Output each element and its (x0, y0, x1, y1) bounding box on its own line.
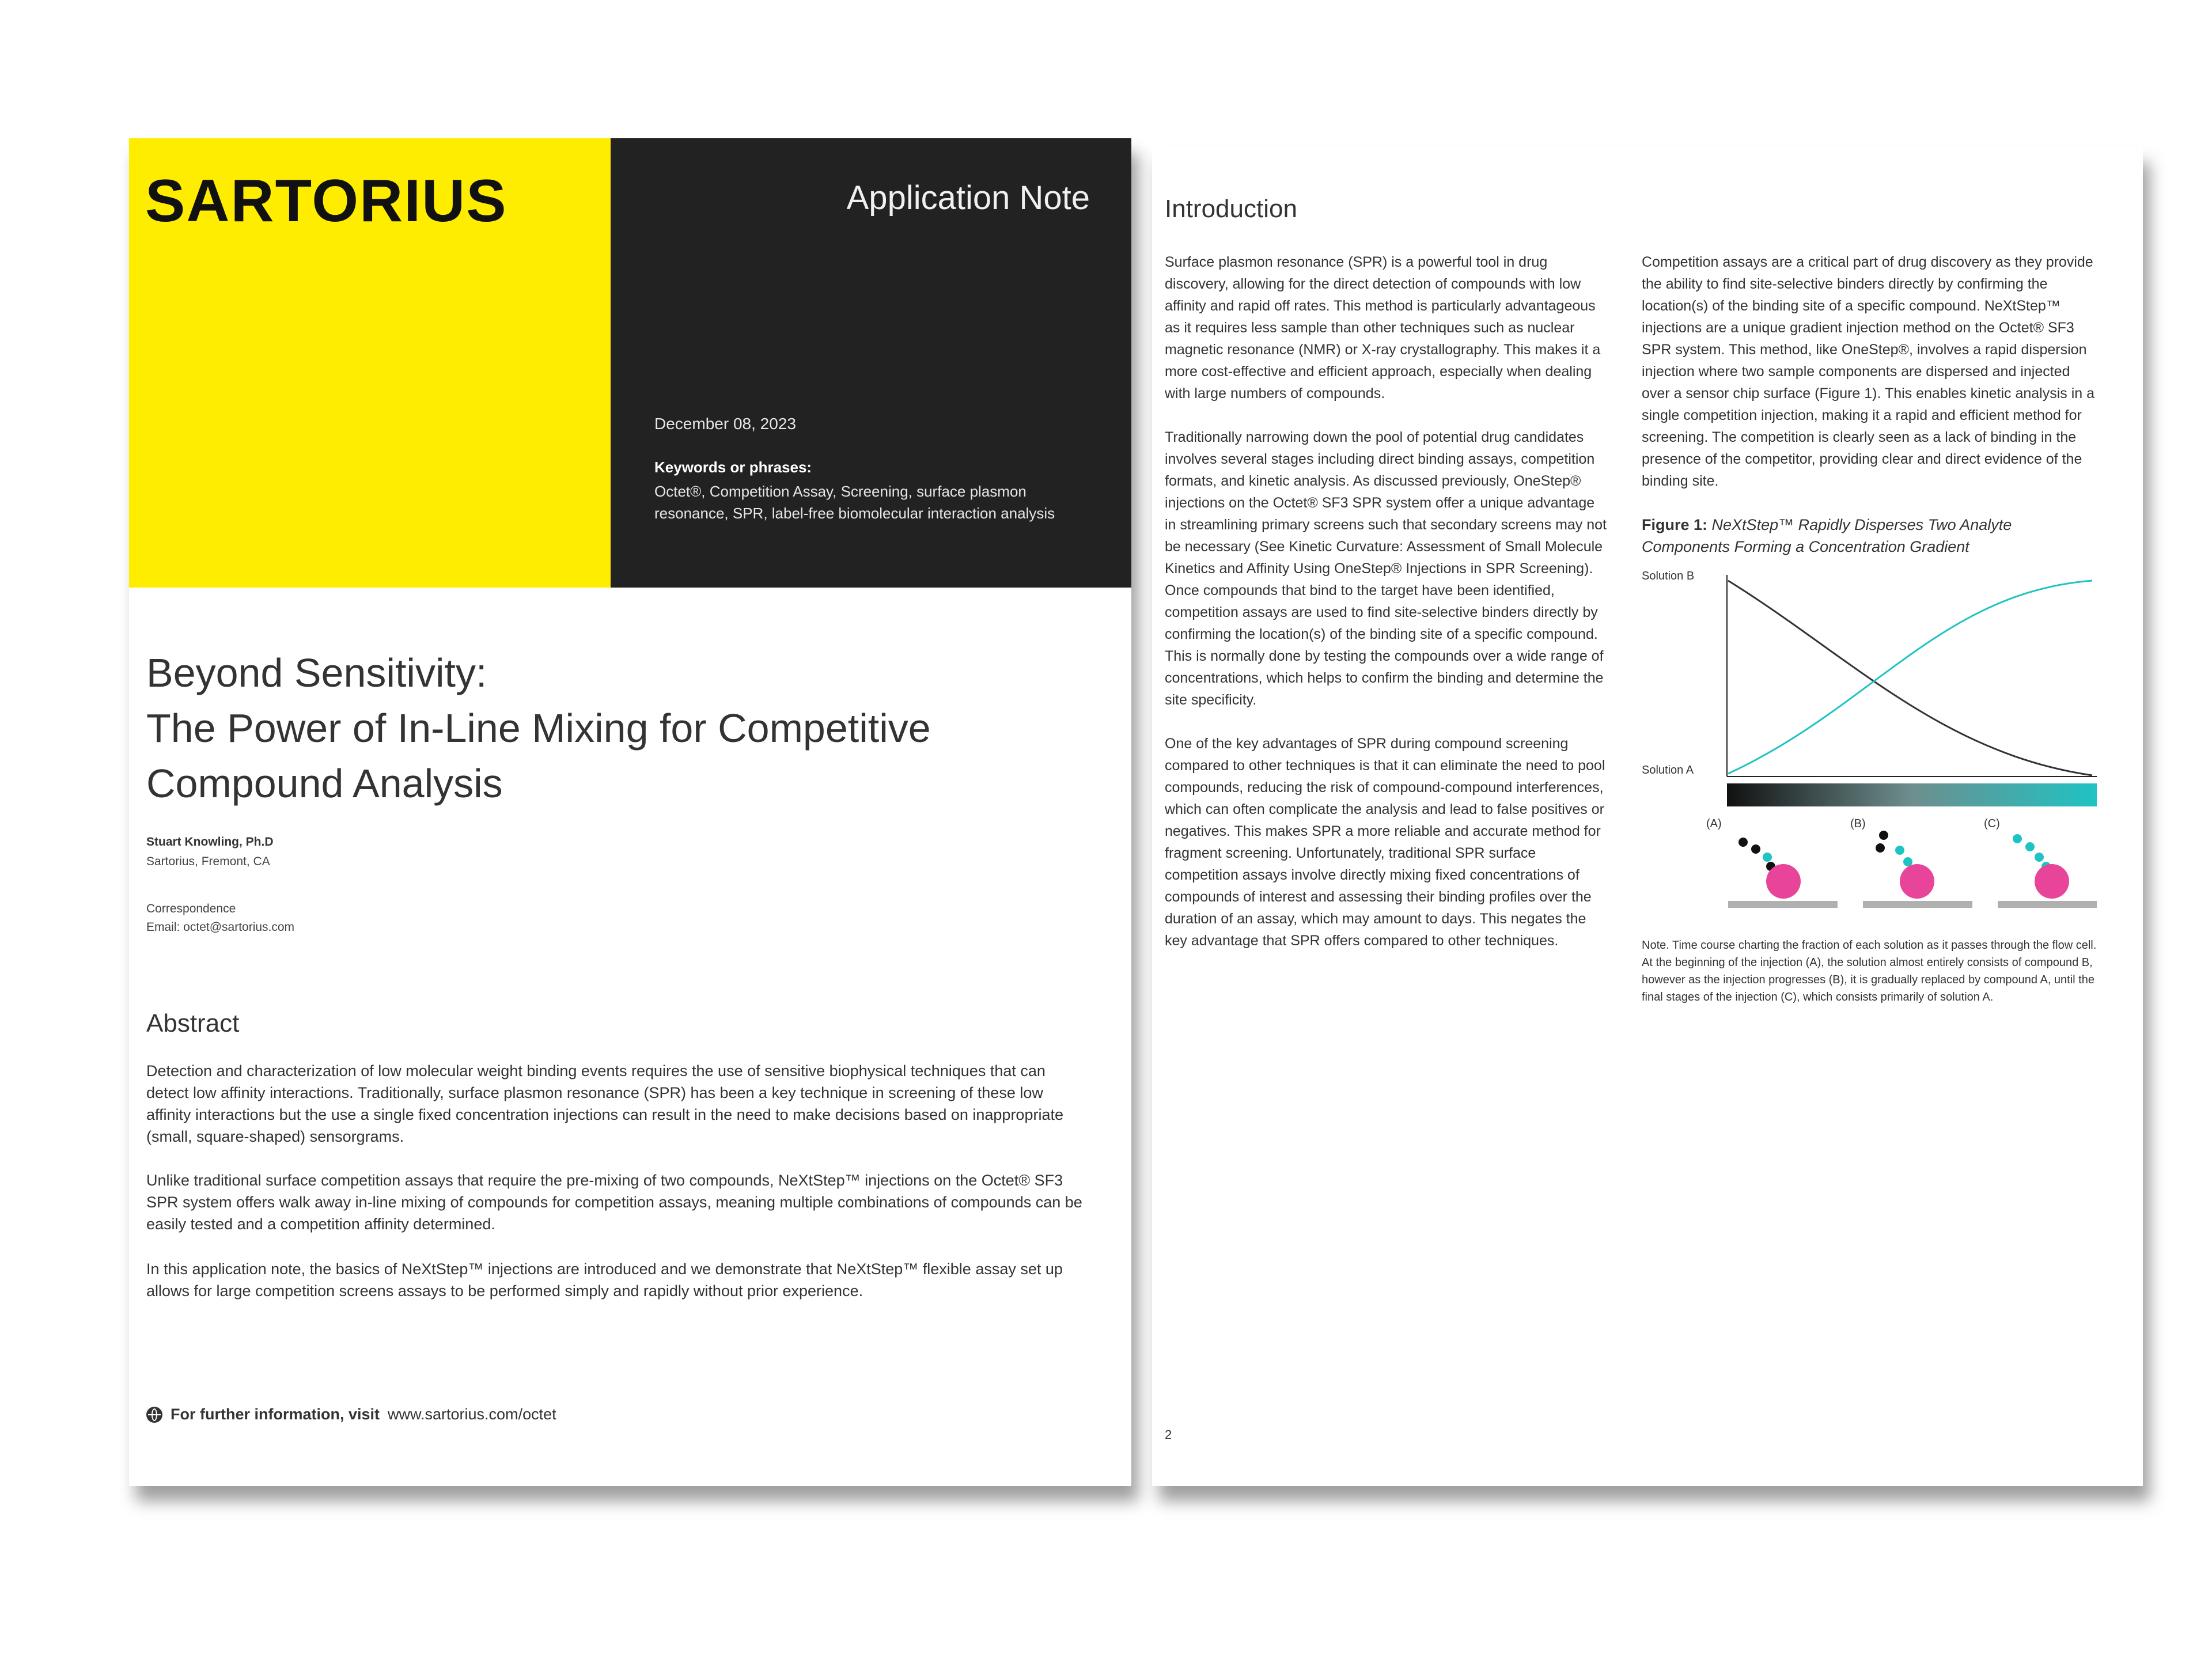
figure-title: NeXtStep™ Rapidly Disperses Two Analyte Components Forming a Concentration Gradient (1642, 516, 2012, 555)
figure-caption (1642, 514, 2097, 558)
left-column (1165, 251, 1608, 974)
correspondence-email: Email: octet@sartorius.com (146, 921, 295, 934)
panel-label-c: (C) (1984, 817, 2000, 830)
intro-paragraph: Surface plasmon resonance (SPR) is a powerful tool in drug discovery, allowing for the direct detection of compounds with low affinity and rapid off rates. This method is particularly advantageous as it requires less sample than other techniques such as nuclear magnetic resonance (NMR) or X-ray crystallography. This makes it a more cost-effective and efficient approach, especially when dealing with large numbers of compounds. (1165, 254, 1601, 402)
keywords-label: Keywords or phrases: (654, 459, 812, 476)
compound-b-dot (1738, 838, 1748, 847)
compound-b-dot (1751, 844, 1760, 854)
compound-a-dot (1903, 857, 1912, 866)
compound-b-dot (1876, 843, 1885, 853)
keywords-text: Octet®, Competition Assay, Screening, surface plasmon resonance, SPR, label-free biomolecular interaction analysis (654, 483, 1055, 522)
sartorius-logo: SARTORIUS (145, 168, 507, 234)
intro-paragraph: Competition assays are a critical part of drug discovery as they provide the ability to find site-selective binders directly by confirming the location(s) of the binding site of a specific compound. NeXtStep™ injections are a unique gradient injection method on the Octet® SF3 SPR system. This method, like OneStep®, involves a rapid dispersion injection where two sample components are dispersed and injected over a sensor chip surface (Figure 1). This enables kinetic analysis in a single competition injection, making it a rapid and efficient method for screening. The competition is clearly seen as a lack of binding in the presence of the competitor, providing clear and direct evidence of the binding site. (1642, 254, 2095, 489)
compound-b-dot (1879, 831, 1888, 840)
intro-paragraph: Traditionally narrowing down the pool of potential drug candidates involves several stages including direct binding assays, competition formats, and kinetic analysis. As discussed previously, OneStep® injections on the Octet® SF3 SPR system offer a unique advantage in streamlining primary screens such that secondary screens may not be necessary (See Kinetic Curvature: Assessment of Small Molecule Kinetics and Affinity Using OneStep® Injections in SPR Screening). Once compounds that bind to the target have been identified, competition assays are used to find site-selective binders directly by confirming the location(s) of the binding site of a specific compound. This is normally done by testing the compounds over a wide range of concentrations, which helps to confirm the binding and determine the site specificity. (1165, 429, 1607, 708)
hero-dark-panel (611, 138, 1131, 588)
compound-a-dot (2025, 842, 2035, 851)
page-one (129, 138, 1131, 1486)
footer-link[interactable]: www.sartorius.com/octet (388, 1406, 556, 1423)
figure-note: Note. Time course charting the fraction of each solution as it passes through the flow cell. At the beginning of the injection (A), the solution almost entirely consists of compound B, however as the injection progresses (B), it is gradually replaced by compound A, until the final stages of the injection (C), which consists primarily of solution A. (1642, 939, 2097, 1003)
panel-label-a: (A) (1706, 817, 1722, 830)
intro-paragraph: One of the key advantages of SPR during compound screening compared to other techniques is that it can eliminate the need to pool compounds, reducing the risk of compound-compound interferences, which can often complicate the analysis and lead to false positives or negatives. This makes SPR a more reliable and accurate method for fragment screening. Unfortunately, traditional SPR surface competition assays involve directly mixing fixed concentrations of compounds of interest and assessing their binding profiles over the duration of an assay, which may amount to days. This negates the key advantage that SPR offers compared to other techniques. (1165, 736, 1605, 949)
author-affiliation: Sartorius, Fremont, CA (146, 855, 270, 868)
compound-a-dot (1895, 846, 1904, 855)
y-label-bottom: Solution A (1642, 764, 1694, 777)
title-line: Beyond Sensitivity: (146, 650, 487, 695)
page-two (1152, 147, 2143, 1486)
sensor-surface (1998, 901, 2097, 908)
title-line: The Power of In-Line Mixing for Competitive (146, 706, 931, 751)
abstract-paragraph: Unlike traditional surface competition assays that require the pre-mixing of two compounds, NeXtStep™ injections on the Octet® SF3 SPR system offers walk away in-line mixing of compounds for competition assays, meaning multiple combinations of compounds can be easily tested and a competition affinity determined. (146, 1172, 1082, 1233)
compound-a-dot (2013, 834, 2022, 843)
target-sphere (2035, 864, 2069, 899)
solution-b-curve (1728, 581, 2092, 775)
abstract-paragraph: In this application note, the basics of NeXtStep™ injections are introduced and we demonstrate that NeXtStep™ flexible assay set up allows for large competition screens assays to be performed simply and rapidly without prior experience. (146, 1260, 1063, 1300)
compound-a-dot (1763, 853, 1772, 862)
gradient-bar (1727, 783, 2097, 806)
solution-a-curve (1728, 581, 2092, 774)
page-number: 2 (1165, 1427, 1172, 1442)
title-line: Compound Analysis (146, 761, 503, 806)
footer-label: For further information, visit (171, 1406, 380, 1423)
introduction-heading: Introduction (1165, 195, 1297, 223)
panel-label-b: (B) (1850, 817, 1866, 830)
document-title (146, 645, 1091, 811)
right-column (1642, 251, 2097, 1006)
globe-icon (146, 1407, 162, 1423)
gradient-figure (1642, 569, 2097, 926)
target-sphere (1900, 864, 1934, 899)
target-sphere (1766, 864, 1801, 899)
footer-info (146, 1406, 556, 1423)
sensor-surface (1728, 901, 1838, 908)
sensor-surface (1863, 901, 1972, 908)
author-name: Stuart Knowling, Ph.D (146, 835, 274, 849)
abstract-paragraph: Detection and characterization of low molecular weight binding events requires the use of sensitive biophysical techniques that can detect low affinity interactions. Traditionally, surface plasmon resonance (SPR) has been a key technique in screening of these low affinity interactions but the use a single fixed concentration injections can result in the need to make decisions based on inappropriate (small, square-shaped) sensorgrams. (146, 1062, 1063, 1145)
document-type: Application Note (846, 179, 1090, 217)
y-label-top: Solution B (1642, 570, 1695, 582)
figure-label: Figure 1: (1642, 516, 1708, 533)
abstract-heading: Abstract (146, 1009, 240, 1037)
publication-date: December 08, 2023 (654, 415, 796, 433)
hero-yellow-panel (129, 138, 611, 588)
compound-a-dot (2035, 853, 2044, 862)
correspondence-label: Correspondence (146, 902, 236, 915)
